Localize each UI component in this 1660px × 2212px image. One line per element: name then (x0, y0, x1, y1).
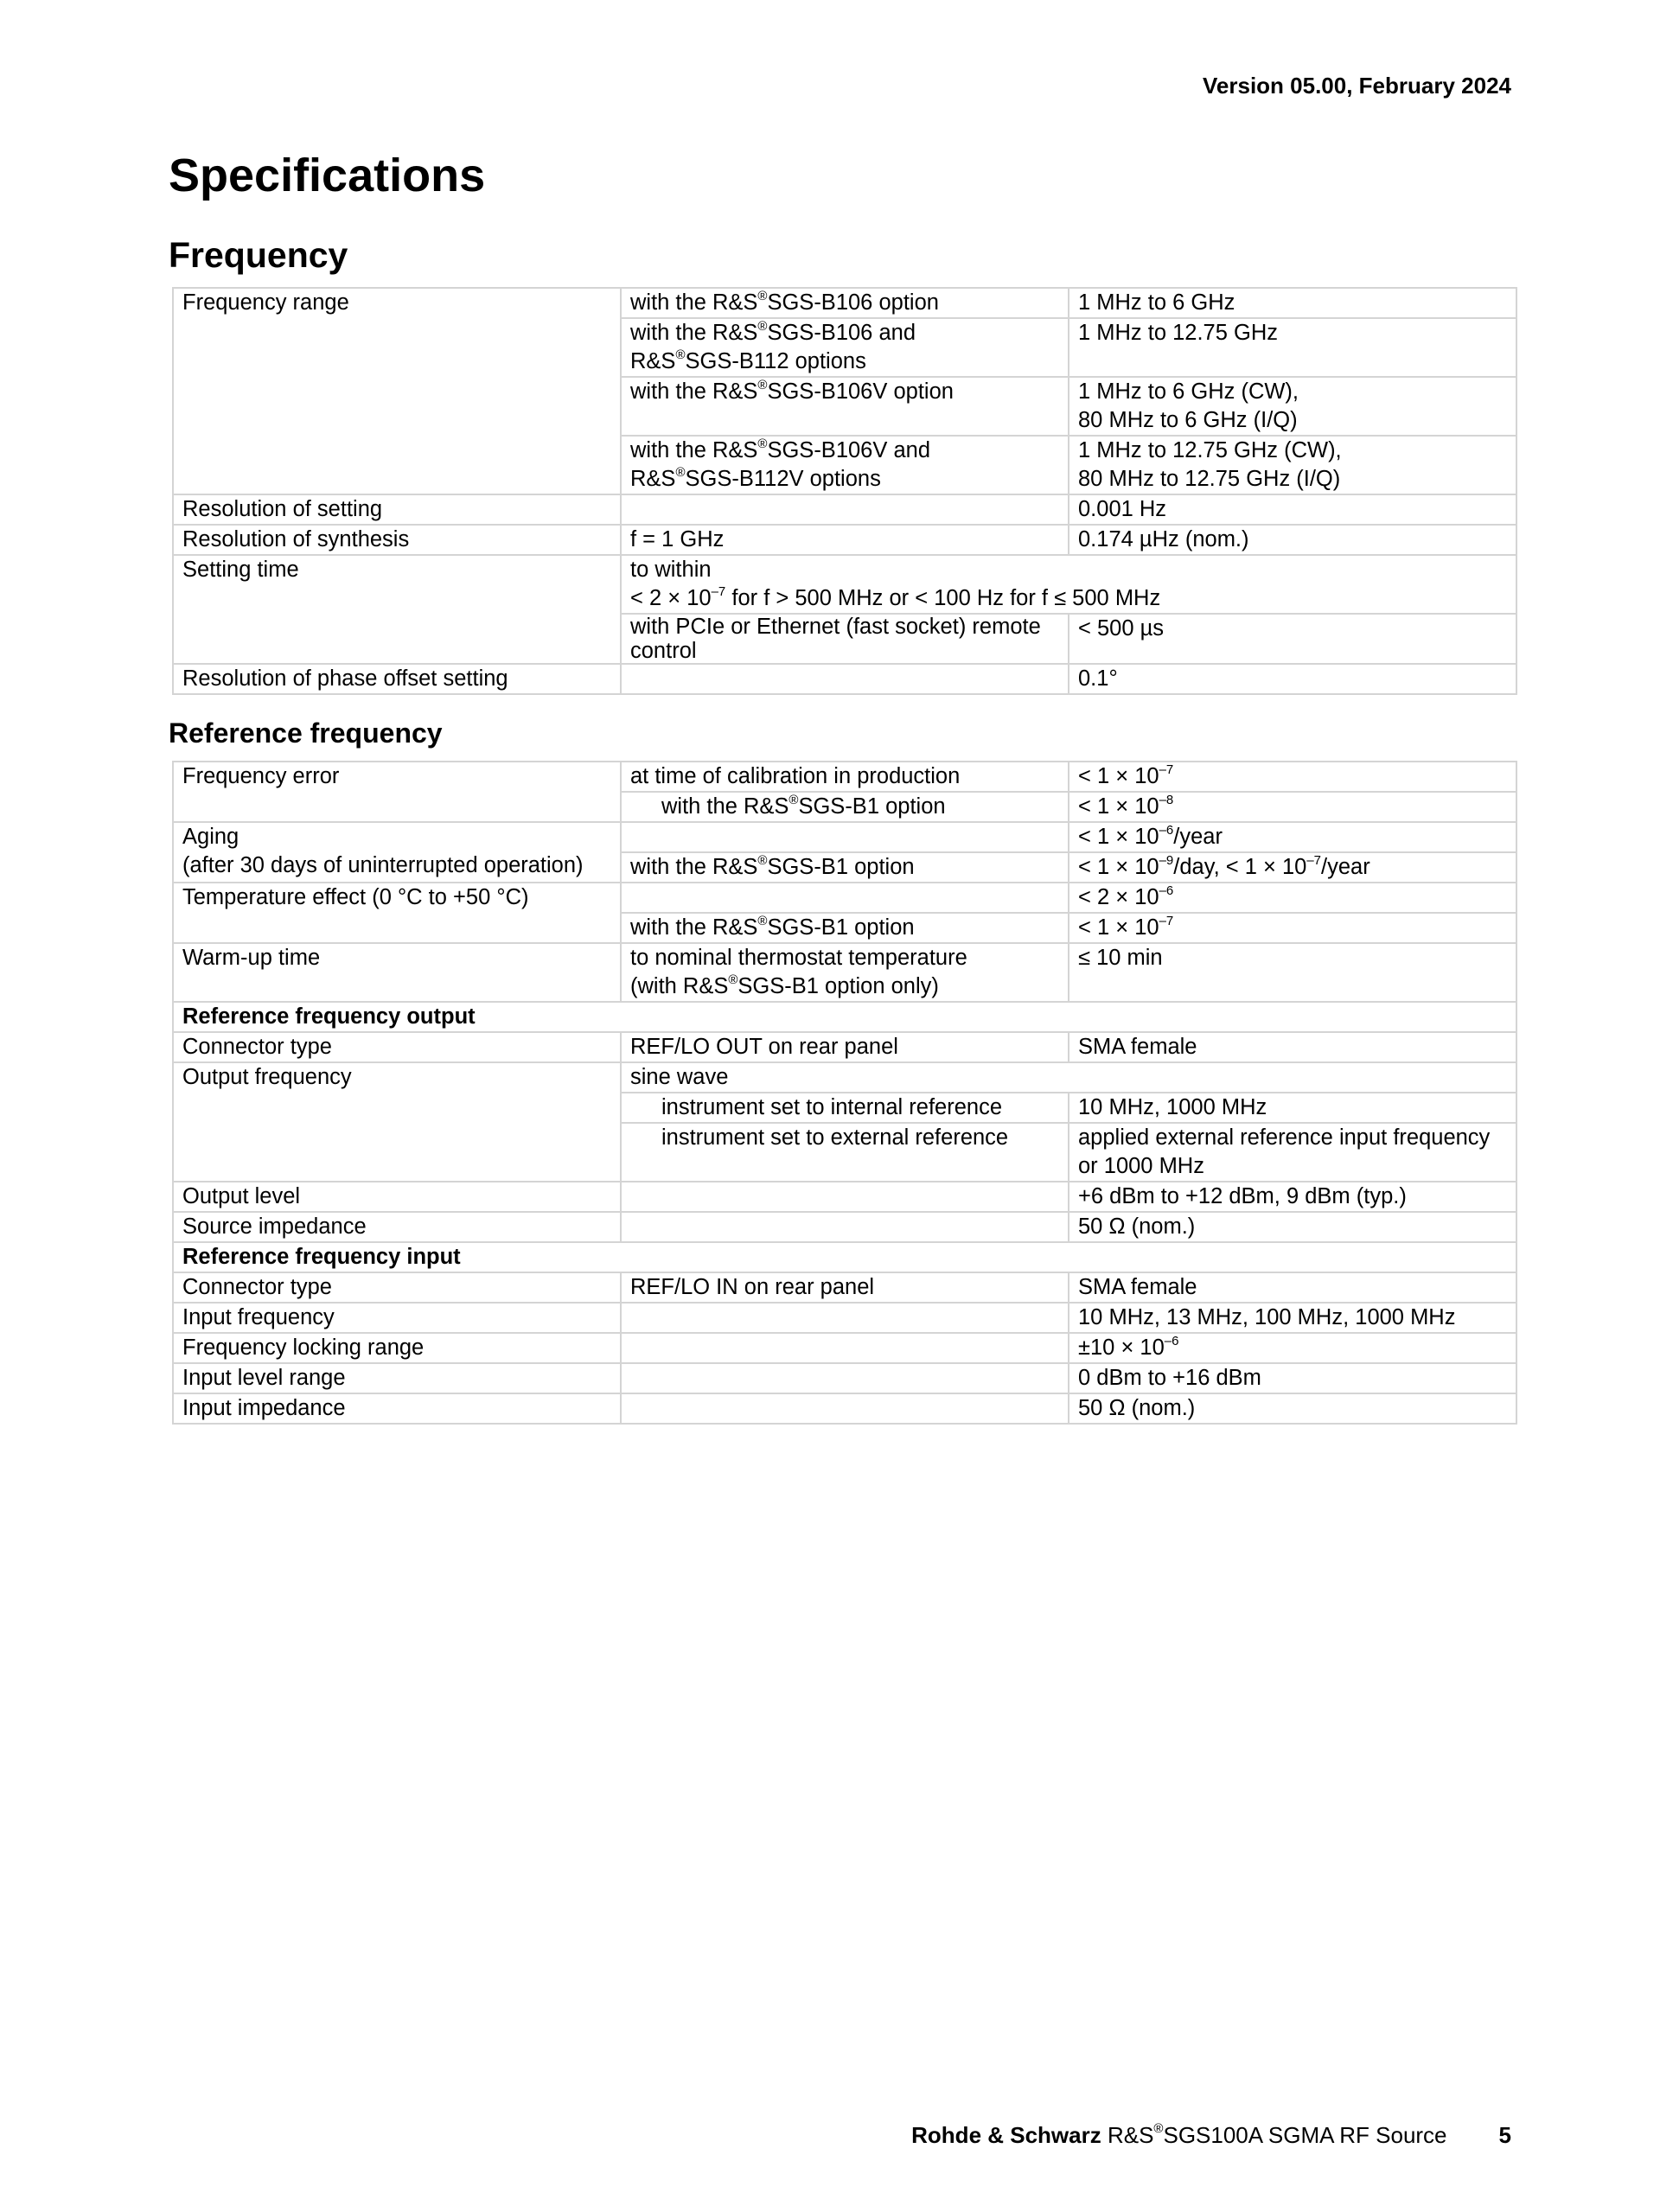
spec-value: 10 MHz, 1000 MHz (1069, 1093, 1516, 1123)
spec-value: 10 MHz, 13 MHz, 100 MHz, 1000 MHz (1069, 1303, 1516, 1333)
table-row (173, 494, 1516, 525)
spec-label: Frequency error (173, 762, 621, 822)
spec-label: Source impedance (173, 1212, 621, 1242)
spec-condition: f = 1 GHz (621, 525, 1069, 555)
spec-condition: with PCIe or Ethernet (fast socket) remote control (621, 614, 1069, 664)
table-row (173, 1212, 1516, 1242)
spec-label: Connector type (173, 1032, 621, 1062)
spec-condition: REF/LO OUT on rear panel (621, 1032, 1069, 1062)
spec-label: Connector type (173, 1272, 621, 1303)
spec-label: Setting time (173, 555, 621, 664)
spec-value: < $1 \times 10^{-7}$ (1069, 762, 1516, 792)
spec-condition: with the R&S®SGS-B106V option (621, 377, 1069, 436)
spec-condition: at time of calibration in production (621, 762, 1069, 792)
spec-value: 0 dBm to +16 dBm (1069, 1363, 1516, 1393)
subsection-heading: Reference frequency input (173, 1242, 1516, 1272)
table-row (173, 1303, 1516, 1333)
spec-value: $\pm 10 \times 10^{-6}$ (1069, 1333, 1516, 1363)
spec-value: < 500 µs (1069, 614, 1516, 664)
table-row (173, 883, 1516, 913)
reference-frequency-spec-table (172, 761, 1517, 1425)
spec-value: SMA female (1069, 1032, 1516, 1062)
spec-condition: REF/LO IN on rear panel (621, 1272, 1069, 1303)
spec-condition: with the R&S®SGS-B106V and R&S®SGS-B112V options (621, 436, 1069, 494)
spec-value: 50 Ω (nom.) (1069, 1212, 1516, 1242)
subsection-heading: Reference frequency output (173, 1002, 1516, 1032)
table-row (173, 1182, 1516, 1212)
table-row (173, 1032, 1516, 1062)
spec-label: Resolution of setting (173, 494, 621, 525)
spec-condition (621, 1333, 1069, 1363)
section-heading-reference-frequency: Reference frequency (169, 717, 443, 749)
spec-value: ≤ 10 min (1069, 943, 1516, 1002)
spec-value: 0.1° (1069, 664, 1516, 694)
spec-value: < $1 \times 10^{-9}$/day, < $1 \times 10^{-7}$/year (1069, 852, 1516, 883)
page-footer (911, 2122, 1511, 2149)
spec-condition: with the R&S®SGS-B1 option (621, 913, 1069, 943)
spec-label: Frequency locking range (173, 1333, 621, 1363)
spec-label: Resolution of synthesis (173, 525, 621, 555)
table-row (173, 1062, 1516, 1093)
spec-label: Resolution of phase offset setting (173, 664, 621, 694)
table-row (173, 555, 1516, 614)
spec-value: 1 MHz to 6 GHz (CW), 80 MHz to 6 GHz (I/Q) (1069, 377, 1516, 436)
table-row (173, 1272, 1516, 1303)
spec-value: < $1 \times 10^{-7}$ (1069, 913, 1516, 943)
footer-brand: Rohde & Schwarz (911, 2122, 1101, 2148)
spec-label: Frequency range (173, 288, 621, 494)
spec-label: Aging (after 30 days of uninterrupted operation) (173, 822, 621, 883)
spec-label: Input frequency (173, 1303, 621, 1333)
spec-condition: with the R&S®SGS-B106 option (621, 288, 1069, 318)
table-row (173, 762, 1516, 792)
frequency-spec-table (172, 287, 1517, 695)
spec-label: Input level range (173, 1363, 621, 1393)
table-row (173, 1363, 1516, 1393)
spec-value: 1 MHz to 12.75 GHz (CW), 80 MHz to 12.75 GHz (I/Q) (1069, 436, 1516, 494)
spec-label: Output frequency (173, 1062, 621, 1182)
page-title: Specifications (169, 150, 486, 201)
spec-condition (621, 494, 1069, 525)
table-row (173, 1393, 1516, 1424)
table-row (173, 525, 1516, 555)
section-heading-frequency: Frequency (169, 235, 348, 275)
spec-condition (621, 664, 1069, 694)
spec-value: < $2 \times 10^{-6}$ (1069, 883, 1516, 913)
spec-value: SMA female (1069, 1272, 1516, 1303)
spec-condition (621, 1182, 1069, 1212)
spec-condition (621, 1363, 1069, 1393)
spec-condition: with the R&S®SGS-B1 option (621, 792, 1069, 822)
spec-condition (621, 883, 1069, 913)
spec-condition (621, 822, 1069, 852)
spec-label: Temperature effect (0 °C to +50 °C) (173, 883, 621, 943)
spec-value: applied external reference input frequency or 1000 MHz (1069, 1123, 1516, 1182)
table-row (173, 1333, 1516, 1363)
spec-condition (621, 1212, 1069, 1242)
spec-condition (621, 1393, 1069, 1424)
table-row (173, 288, 1516, 318)
spec-label: Input impedance (173, 1393, 621, 1424)
spec-condition: with the R&S®SGS-B106 and R&S®SGS-B112 options (621, 318, 1069, 377)
spec-value: 0.001 Hz (1069, 494, 1516, 525)
spec-condition: with the R&S®SGS-B1 option (621, 852, 1069, 883)
table-row (173, 822, 1516, 852)
spec-condition: to nominal thermostat temperature (with R&S®SGS-B1 option only) (621, 943, 1069, 1002)
table-row (173, 943, 1516, 1002)
spec-label: Output level (173, 1182, 621, 1212)
spec-value: < $1 \times 10^{-6}$/year (1069, 822, 1516, 852)
spec-value: 0.174 µHz (nom.) (1069, 525, 1516, 555)
table-row (173, 1002, 1516, 1032)
spec-condition: instrument set to external reference (621, 1123, 1069, 1182)
spec-value: +6 dBm to +12 dBm, 9 dBm (typ.) (1069, 1182, 1516, 1212)
spec-condition (621, 1303, 1069, 1333)
spec-condition: sine wave (621, 1062, 1516, 1093)
spec-condition: instrument set to internal reference (621, 1093, 1069, 1123)
table-row (173, 1242, 1516, 1272)
page-number: 5 (1498, 2122, 1511, 2148)
footer-product: R&S®SGS100A SGMA RF Source (1101, 2121, 1447, 2148)
spec-value: 1 MHz to 12.75 GHz (1069, 318, 1516, 377)
table-row (173, 664, 1516, 694)
spec-condition: to within < $2 \times 10^{-7}$ for f > 500 MHz or < 100 Hz for f ≤ 500 MHz (621, 555, 1516, 614)
spec-label: Warm-up time (173, 943, 621, 1002)
document-version: Version 05.00, February 2024 (1203, 73, 1511, 99)
spec-value: 50 Ω (nom.) (1069, 1393, 1516, 1424)
spec-value: < $1 \times 10^{-8}$ (1069, 792, 1516, 822)
spec-value: 1 MHz to 6 GHz (1069, 288, 1516, 318)
